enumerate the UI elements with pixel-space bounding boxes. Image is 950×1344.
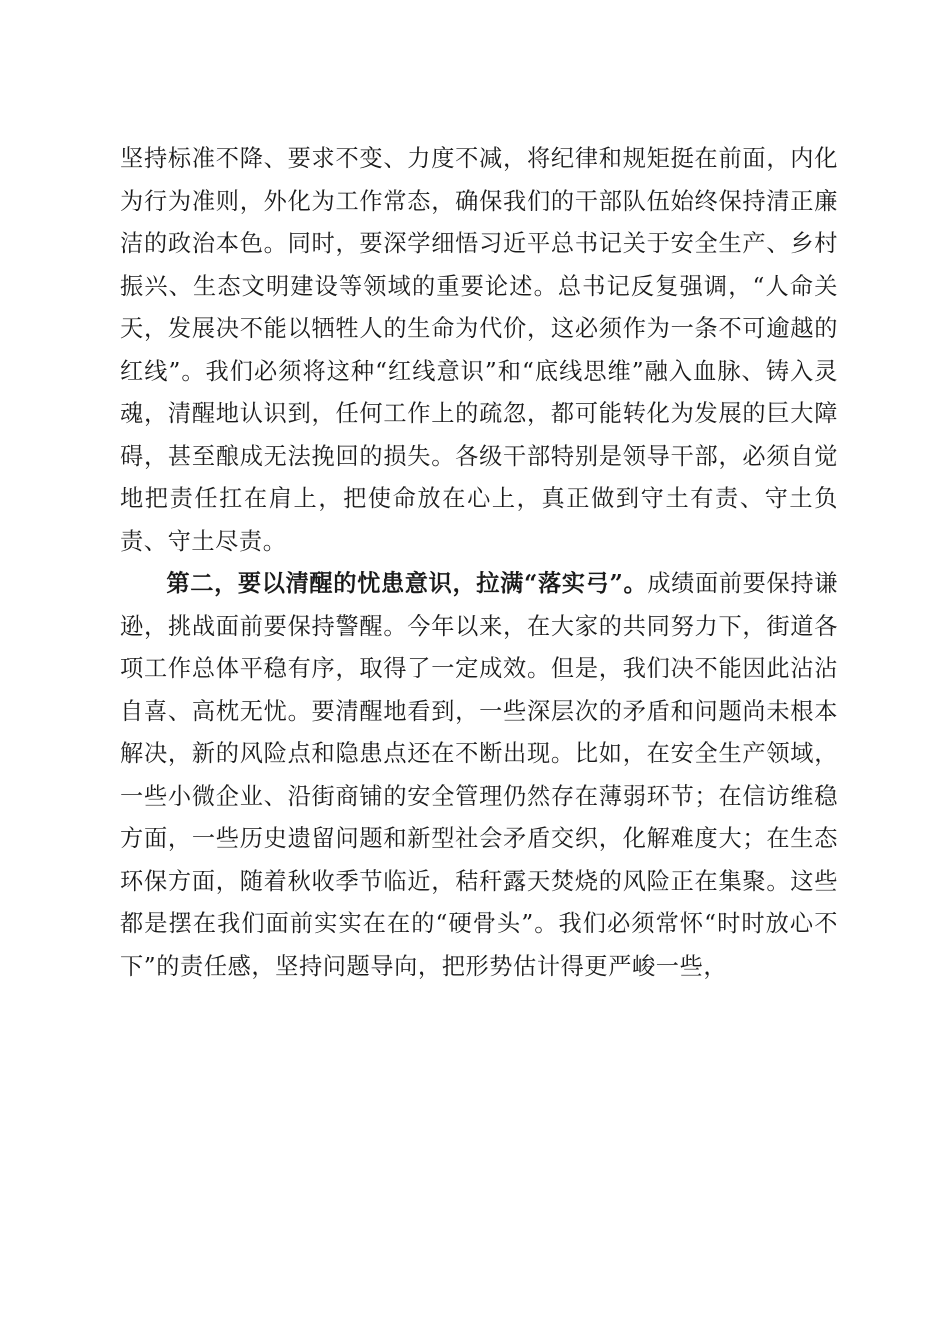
paragraph-2 bbox=[120, 563, 838, 988]
paragraph-2-text: 成绩面前要保持谦逊，挑战面前要保持警醒。今年以来，在大家的共同努力下，街道各项工作总体平稳有序，取得了一定成效。但是，我们决不能因此沾沾自喜、高枕无忧。要清醒地看到，一些深层次的矛盾和问题尚未根本解决，新的风险点和隐患点还在不断出现。比如，在安全生产领域，一些小微企业、沿街商铺的安全管理仍然存在薄弱环节；在信访维稳方面，一些历史遗留问题和新型社会矛盾交织，化解难度大；在生态环保方面，随着秋收季节临近，秸秆露天焚烧的风险正在集聚。这些都是摆在我们面前实实在在的“硬骨头”。我们必须常怀“时时放心不下”的责任感，坚持问题导向，把形势估计得更严峻一些， bbox=[120, 570, 838, 980]
document-body bbox=[120, 138, 838, 988]
paragraph-1-text: 坚持标准不降、要求不变、力度不减，将纪律和规矩挺在前面，内化为行为准则，外化为工作常态，确保我们的干部队伍始终保持清正廉洁的政治本色。同时，要深学细悟习近平总书记关于安全生产、乡村振兴、生态文明建设等领域的重要论述。总书记反复强调，“人命关天，发展决不能以牺牲人的生命为代价，这必须作为一条不可逾越的红线”。我们必须将这种“红线意识”和“底线思维”融入血脉、铸入灵魂，清醒地认识到，任何工作上的疏忽，都可能转化为发展的巨大障碍，甚至酿成无法挽回的损失。各级干部特别是领导干部，必须自觉地把责任扛在肩上，把使命放在心上，真正做到守土有责、守土负责、守土尽责。 bbox=[120, 145, 838, 555]
paragraph-1 bbox=[120, 138, 838, 563]
paragraph-2-lead: 第二，要以清醒的忧患意识，拉满“落实弓”。 bbox=[166, 570, 648, 597]
